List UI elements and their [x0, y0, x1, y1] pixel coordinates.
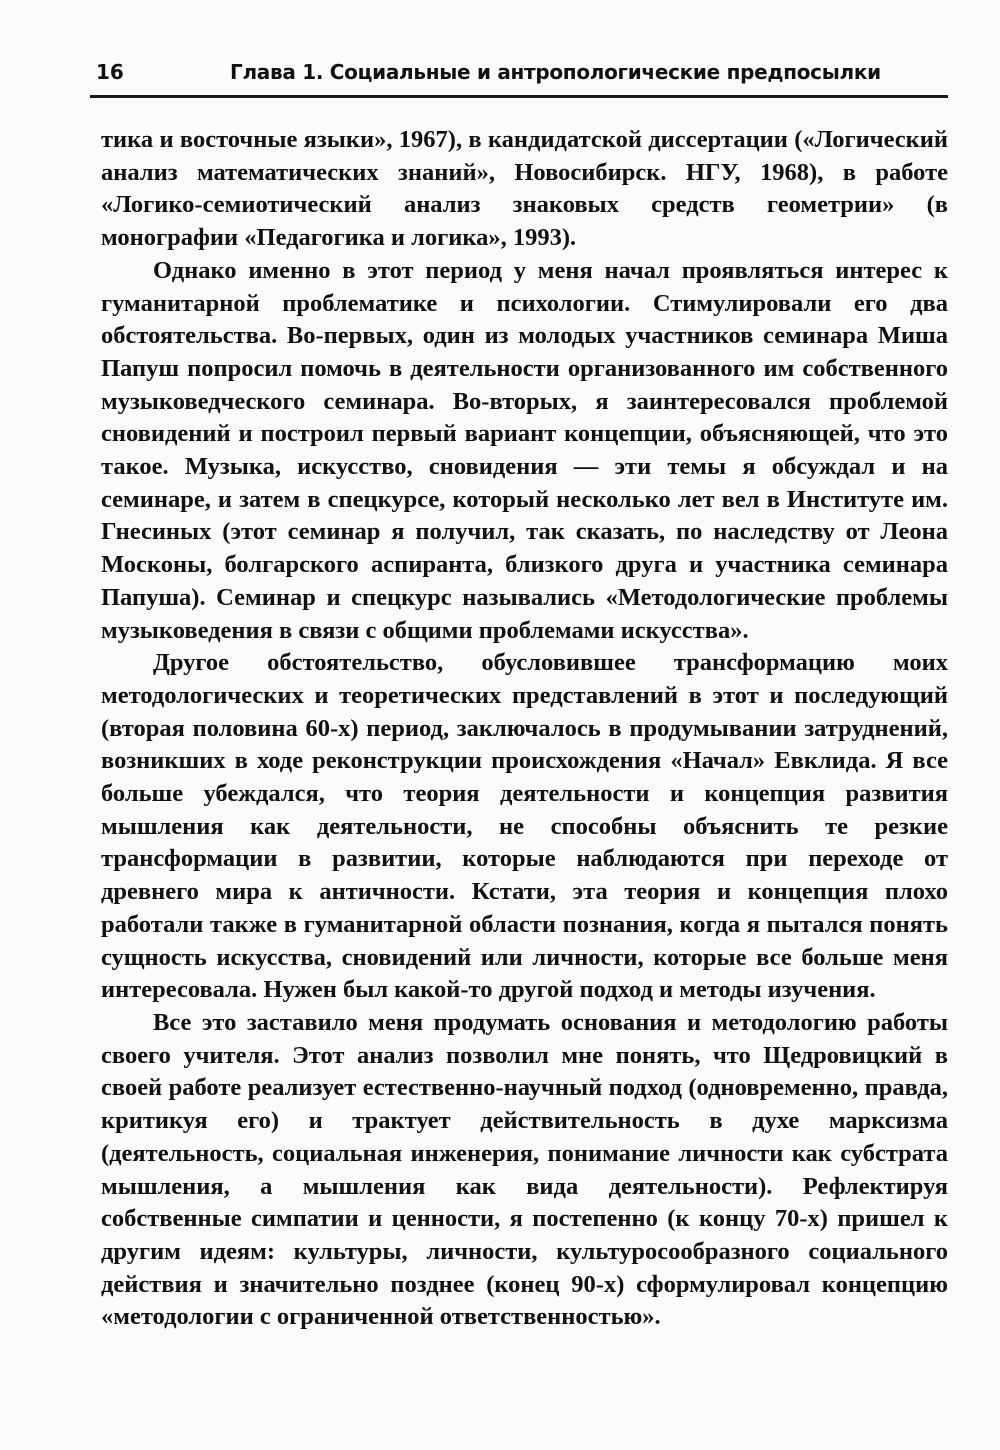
paragraph-2: Однако именно в этот период у меня начал проявляться интерес к гуманитарной проблематике и психологии. Стимулировали его два обстоятельства. Во-первых, один из молодых участников семинара Миша Папуш попросил помочь в деятельности организованного им собственного музыковедческого семинара. Во-вторых, я заинтересовался проблемой сновидений и построил первый вариант концепции, объясняющей, что это такое. Музыка, искусство, сновидения — эти темы я обсуждал и на семинаре, и затем в спецкурсе, который несколько лет вел в Институте им. Гнесиных (этот семинар я получил, так сказать, по наследству от Леона Москоны, болгарского аспиранта, близкого друга и участника семинара Папуша). Семинар и спецкурс назывались «Методологические проблемы музыковедения в связи с общими проблемами искусства».	[101, 256, 948, 644]
header-rule	[90, 95, 948, 98]
running-title: Глава 1. Социальные и антропологические предпосылки	[230, 60, 881, 84]
page-header	[90, 60, 948, 92]
page-number: 16	[96, 60, 124, 84]
paragraph-3: Другое обстоятельство, обусловившее трансформацию моих методологических и теоретических представлений в этот и последующий (вторая половина 60-х) период, заключалось в продумывании затруднений, возникших в ходе реконструкции происхождения «Начал» Евклида. Я все больше убеждался, что теория деятельности и концепция развития мышления как деятельности, не способны объяснить те резкие трансформации в развитии, которые наблюдаются при переходе от древнего мира к античности. Кстати, эта теория и концепция плохо работали также в гуманитарной области познания, когда я пытался понять сущность искусства, сновидений или личности, которые все больше меня интересовала. Нужен был какой-то другой подход и методы изучения.	[101, 649, 948, 1004]
paragraph-1: тика и восточные языки», 1967), в кандидатской диссертации («Логический анализ математических знаний», Новосибирск. НГУ, 1968), в работе «Логико-семиотический анализ знаковых средств геометрии» (в монографии «Педагогика и логика», 1993).	[101, 126, 948, 252]
body-text	[101, 124, 948, 1334]
paragraph-4: Все это заставило меня продумать основания и методологию работы своего учителя. Этот анализ позволил мне понять, что Щедровицкий в своей работе реализует естественно-научный подход (одновременно, правда, критикуя его) и трактует действительность в духе марксизма (деятельность, социальная инженерия, понимание личности как субстрата мышления, а мышления как вида деятельности). Рефлектируя собственные симпатии и ценности, я постепенно (к концу 70-х) пришел к другим идеям: культуры, личности, культуросообразного социального действия и значительно позднее (конец 90-х) сформулировал концепцию «методологии с ограниченной ответственностью».	[101, 1008, 948, 1331]
